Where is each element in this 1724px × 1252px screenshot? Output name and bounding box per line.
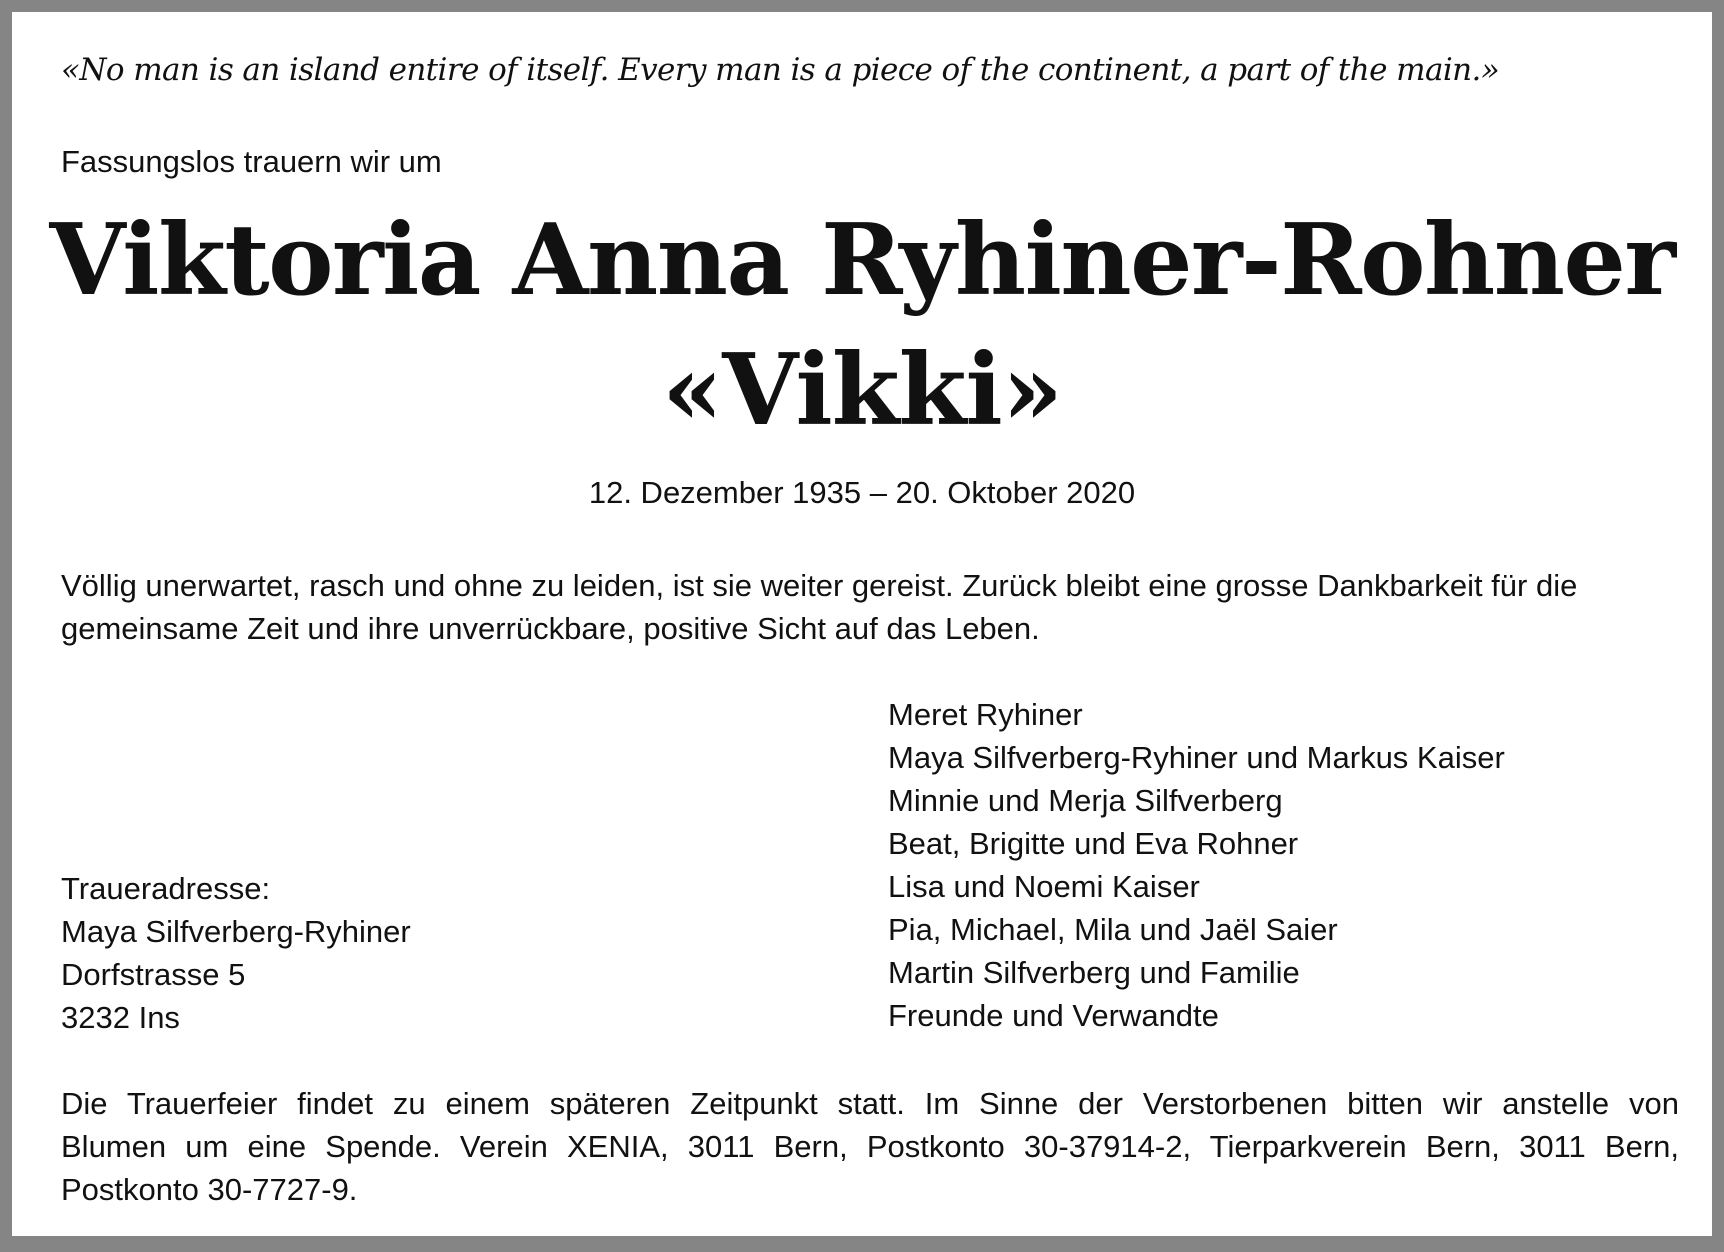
memorial-paragraph-line: Völlig unerwartet, rasch und ohne zu leiden, ist sie weiter gereist. Zurück bleibt eine grosse Dankbarkeit für die (61, 568, 1578, 603)
funeral-info-paragraph (61, 1082, 1679, 1211)
mourner-entry: Maya Silfverberg-Ryhiner und Markus Kaiser (888, 740, 1505, 775)
deceased-nickname: «Vikki» (661, 333, 1063, 448)
address-street: Dorfstrasse 5 (61, 957, 246, 992)
mourner-entry: Freunde und Verwandte (888, 998, 1219, 1033)
life-dates: 12. Dezember 1935 – 20. Oktober 2020 (588, 475, 1136, 510)
mourner-entry: Minnie und Merja Silfverberg (888, 783, 1283, 818)
address-name: Maya Silfverberg-Ryhiner (61, 914, 411, 949)
intro-line: Fassungslos trauern wir um (61, 144, 442, 179)
deceased-name: Viktoria Anna Ryhiner-Rohner (49, 203, 1675, 318)
mourner-entry: Meret Ryhiner (888, 697, 1083, 732)
funeral-info-line: Die Trauerfeier findet zu einem späteren Zeitpunkt statt. Im Sinne der Verstorbenen bitten wir anstelle von (61, 1086, 1679, 1121)
funeral-info-line: Postkonto 30-7727-9. (61, 1172, 358, 1207)
address-label: Traueradresse: (61, 871, 271, 906)
address-city: 3232 Ins (61, 1000, 180, 1035)
mourner-entry: Pia, Michael, Mila und Jaël Saier (888, 912, 1338, 947)
mourner-entry: Beat, Brigitte und Eva Rohner (888, 826, 1299, 861)
memorial-paragraph-line: gemeinsame Zeit und ihre unverrückbare, positive Sicht auf das Leben. (61, 611, 1040, 646)
mourners-list (888, 693, 1505, 1037)
memorial-paragraph (61, 564, 1679, 650)
epigraph-quote: «No man is an island entire of itself. Every man is a piece of the continent, a part of the main.» (61, 52, 1500, 88)
mourner-entry: Martin Silfverberg und Familie (888, 955, 1300, 990)
mourning-address (61, 867, 411, 1039)
funeral-info-line: Blumen um eine Spende. Verein XENIA, 3011 Bern, Postkonto 30-37914-2, Tierparkverein Bern, 3011 Bern, (61, 1129, 1679, 1164)
mourner-entry: Lisa und Noemi Kaiser (888, 869, 1200, 904)
